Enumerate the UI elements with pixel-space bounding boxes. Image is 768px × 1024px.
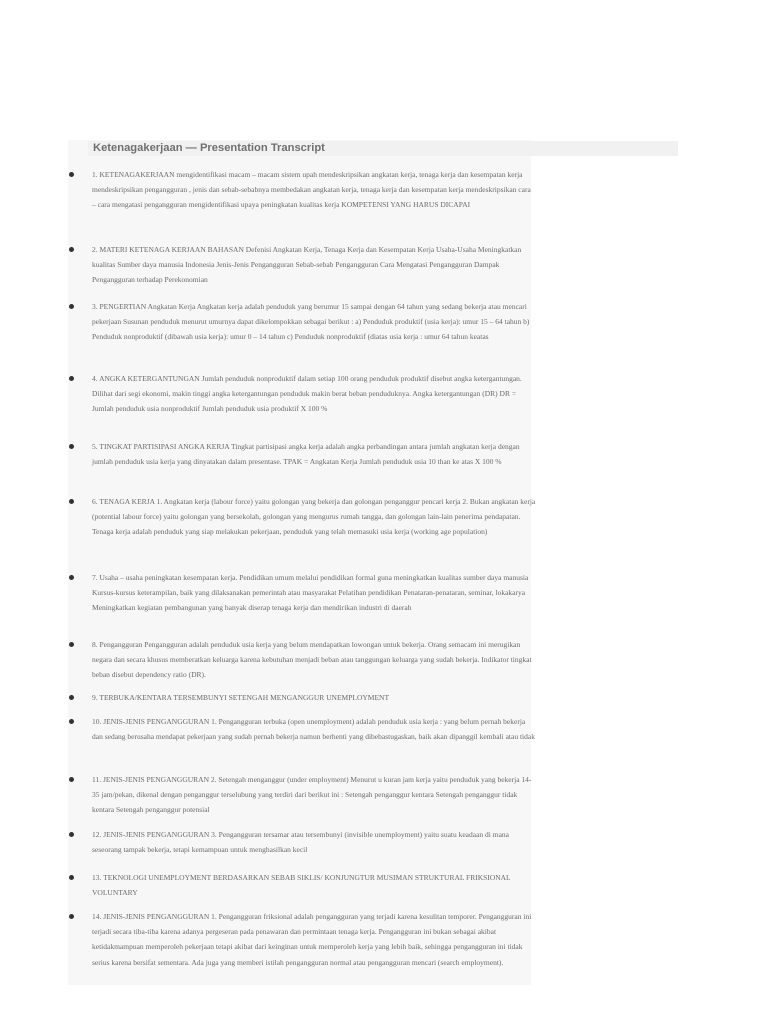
slide-text: 5. TINGKAT PARTISIPASI ANGKA KERJA Tingkat partisipasi angka kerja adalah angka perbandingan antara jumlah angkatan kerja dengan jumlah penduduk usia kerja yang dinyatakan dalam presentase. TPAK = Angkatan Kerja Jumlah penduduk usia 10 than ke atas X 100 % [92, 442, 520, 467]
slide-text: 3. PENGERTIAN Angkatan Kerja Angkatan kerja adalah penduduk yang berumur 15 sampai dengan 64 tahun yang sedang bekerja atau mencari pekerjaan Susunan penduduk menurut umurnya dapat dikelompokkan sebagai berikut : a) Penduduk produktif (usia kerja): umur 15 – 64 tahun b) Penduduk nonproduktif (dibawah usia kerja): umur 0 – 14 tahun c) Penduduk nonproduktif (diatas usia kerja : umur 64 tahun keatas [92, 302, 530, 342]
bullet-icon [69, 172, 74, 177]
bullet-icon [69, 914, 74, 919]
slide-text: 10. JENIS-JENIS PENGANGGURAN 1. Pengangguran terbuka (open unemployment) adalah penduduk usia kerja : yang belum pernah bekerja dan sedang berusaha mendapat pekerjaan yang sudah pernah bekerja namun berhenti yang dibebastugaskan, baik akan dipanggil kembali atau tidak [92, 717, 535, 742]
slide-text: 2. MATERI KETENAGA KERJAAN BAHASAN Defenisi Angkatan Kerja, Tenaga Kerja dan Kesempatan Kerja Usaha-Usaha Meningkatkan kualitas Sumber daya manusia Indonesia Jenis-Jenis Pengangguran Sebab-sebab Pengangguran Cara Mengatasi Pengangguran Dampak Pengangguran terhadap Perekonomian [92, 245, 522, 285]
list-item [66, 439, 536, 494]
slide-text: 8. Pengangguran Pengangguran adalah penduduk usia kerja yang belum mendapatkan lowongan untuk bekerja. Orang semacam ini merugikan negara dan secara khusus memberatkan keluarga karena kebutuhan menjadi beban atau tanggungan keluarga yang sudah bekerja. Indikator tingkat beban disebut dependency ratio (DR). [92, 640, 532, 680]
slide-text: 6. TENAGA KERJA 1. Angkatan kerja (labour force) yaitu golongan yang bekerja dan golongan penganggur pencari kerja 2. Bukan angkatan kerja (potential labour force) yaitu golongan yang bersekolah, golongan yang mengurus rumah tangga, dan golongan lain-lain penerima pendapatan. Tenaga kerja adalah penduduk yang siap melakukan pekerjaan, penduduk yang telah memasuki usia kerja (working age population) [92, 497, 536, 537]
list-item [66, 371, 536, 439]
list-item [66, 909, 536, 985]
list-item [66, 827, 536, 870]
slide-text: 1. KETENAGAKERJAAN mengidentifikasi macam – macam sistem upah mendeskripsikan angkatan kerja, tenaga kerja dan kesempatan kerja mendeskripsikan pengangguran , jenis dan sebab-sebabnya membedakan angkatan kerja, tenaga kerja dan kesempatan kerja mendeskripsikan cara – cara mengatasi pengangguran mengidentifikasi upaya peningkatan kualitas kerja KOMPETENSI YANG HARUS DICAPAI [92, 170, 531, 210]
slide-text: 11. JENIS-JENIS PENGANGGURAN 2. Setengah menganggur (under employment) Menurut u kuran jam kerja yaitu penduduk yang bekerja 14-35 jam/pekan, dikenal dengan penganggur terselubung yang terdiri dari berikut ini : Setengah penganggur kentara Setengah penganggur tidak kentara Setengah penganggur potensial [92, 775, 532, 815]
bullet-icon [69, 777, 74, 782]
bullet-icon [69, 719, 74, 724]
list-item [66, 714, 536, 772]
list-item [66, 870, 536, 909]
slide-text: 13. TEKNOLOGI UNEMPLOYMENT BERDASARKAN SEBAB SIKLIS/ KONJUNGTUR MUSIMAN STRUKTURAL FRIKSIONAL VOLUNTARY [92, 873, 511, 898]
slide-text: 4. ANGKA KETERGANTUNGAN Jumlah penduduk nonproduktif dalam setiap 100 orang penduduk produktif disebut angka ketergantungan. Dilihat dari segi ekonomi, makin tinggi angka ketergantungan penduduk makin berat beban penduduknya. Angka ketergantungan (DR) DR = Jumlah penduduk usia nonproduktif Jumlah penduduk usia produktif X 100 % [92, 374, 522, 414]
slide-list [66, 167, 536, 985]
slide-text: 7. Usaha – usaha peningkatan kesempatan kerja. Pendidikan umum melalui pendidikan formal guna meningkatkan kualitas sumber daya manusia Kursus-kursus keterampilan, baik yang dilaksanakan pemerintah atau masyarakat Pelatihan pendidikan Penataran-penataran, seminar, lokakarya Meningkatkan kegiatan pembangunan yang banyak diserap tenaga kerja dan mendirikan industri di daerah [92, 573, 529, 613]
bullet-icon [69, 247, 74, 252]
document-title: Ketenagakerjaan — Presentation Transcript [93, 142, 325, 154]
list-item [66, 690, 536, 714]
list-item [66, 637, 536, 690]
list-item [66, 242, 536, 299]
bullet-icon [69, 695, 74, 700]
list-item [66, 299, 536, 371]
bullet-icon [69, 444, 74, 449]
list-item [66, 570, 536, 637]
slide-text: 14. JENIS-JENIS PENGANGGURAN 1. Pengangguran friksional adalah pengangguran yang terjadi karena kesulitan temporer. Pengangguran ini terjadi secara tiba-tiba karena adanya pergeseran pada penawaran dan permintaan tenaga kerja. Pengangguran ini bukan sebagai akibat ketidakmampuan memperoleh pekerjaan tetapi akibat dari keinginan untuk memperoleh kerja yang lebih baik, sehingga pengangguran ini tidak serius karena bersifat sementara. Ada juga yang memberi istilah pengangguran normal atau pengangguran mencari (search employment). [92, 912, 532, 967]
bullet-icon [69, 642, 74, 647]
bullet-icon [69, 875, 74, 880]
bullet-icon [69, 304, 74, 309]
bullet-icon [69, 376, 74, 381]
list-item [66, 167, 536, 242]
slide-text: 9. TERBUKA/KENTARA TERSEMBUNYI SETENGAH MENGANGGUR UNEMPLOYMENT [92, 693, 390, 702]
bullet-icon [69, 499, 74, 504]
bullet-icon [69, 575, 74, 580]
slide-text: 12. JENIS-JENIS PENGANGGURAN 3. Pengangguran tersamar atau tersembunyi (invisible unemployment) yaitu suatu keadaan di mana seseorang tampak bekerja, tetapi kemampuan untuk menghasilkan kecil [92, 830, 509, 855]
list-item [66, 494, 536, 570]
list-item [66, 772, 536, 827]
bullet-icon [69, 832, 74, 837]
